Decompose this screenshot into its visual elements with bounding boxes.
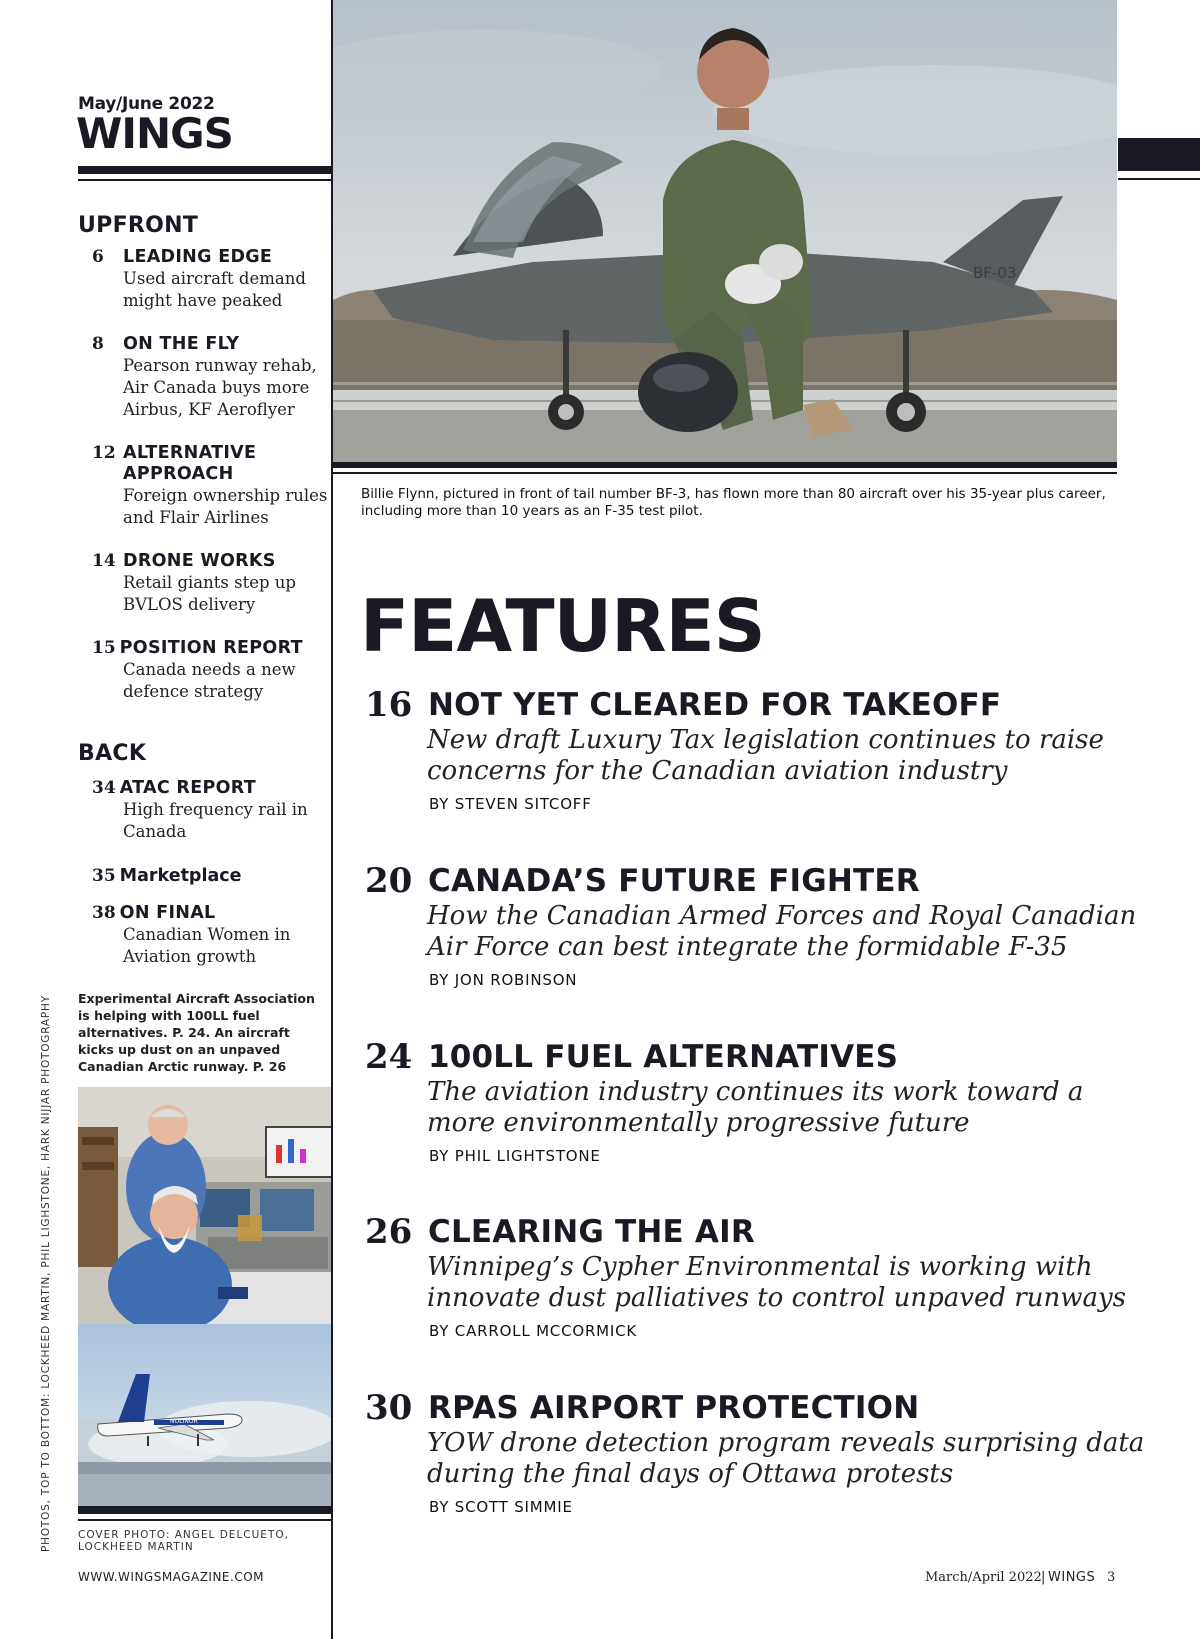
feature-byline: BY PHIL LIGHTSTONE <box>429 1147 601 1165</box>
aircraft-tail-number: BF-03 <box>973 264 1017 282</box>
fuel-lab-photo <box>78 1087 332 1324</box>
sidebar-rule-thin <box>78 1519 332 1521</box>
features-heading: FEATURES <box>360 584 765 668</box>
cover-credit-line: COVER PHOTO: ANGEL DELCUETO, <box>78 1529 289 1541</box>
page-number: 3 <box>1107 1570 1116 1585</box>
photo-credit: PHOTOS, TOP TO BOTTOM: LOCKHEED MARTIN, PHIL LIGHSTONE, HARK NIJJAR PHOTOGRAPHY <box>40 995 52 1552</box>
feature-byline: BY SCOTT SIMMIE <box>429 1498 573 1516</box>
hero-rule-thin <box>333 472 1117 474</box>
footer-magazine-name: WINGS <box>1048 1570 1096 1585</box>
toc-title: DRONE WORKS <box>123 551 276 571</box>
svg-text:NOLINOR: NOLINOR <box>170 1418 198 1425</box>
toc-page-number: 35 <box>92 866 116 886</box>
feature-byline: BY CARROLL MCCORMICK <box>429 1322 638 1340</box>
issue-date: May/June 2022 <box>78 94 215 114</box>
website-url[interactable]: WWW.WINGSMAGAZINE.COM <box>78 1570 264 1584</box>
toc-page-number: 14 <box>92 551 116 571</box>
toc-item[interactable] <box>92 551 332 616</box>
toc-description: Retail giants step up BVLOS delivery <box>123 573 296 614</box>
toc-description: Canadian Women in Aviation growth <box>123 925 291 966</box>
toc-title: LEADING EDGE <box>123 247 273 267</box>
toc-page-number: 12 <box>92 443 116 463</box>
section-heading-upfront: UPFRONT <box>78 213 199 238</box>
toc-page-number: 15 <box>92 638 116 658</box>
toc-item[interactable] <box>92 638 332 703</box>
feature-page-number: 26 <box>365 1212 413 1252</box>
toc-item[interactable] <box>92 247 332 312</box>
feature-page-number: 20 <box>365 861 413 901</box>
feature-title: CLEARING THE AIR <box>428 1214 755 1250</box>
sidebar-rule-thick <box>78 1506 332 1514</box>
footer-separator: | <box>1041 1570 1046 1585</box>
toc-title: ON FINAL <box>119 903 216 923</box>
toc-item[interactable] <box>92 866 332 887</box>
toc-page-number: 6 <box>92 247 104 267</box>
feature-page-number: 30 <box>365 1388 413 1428</box>
cover-photo-credit <box>78 1529 289 1553</box>
feature-title: RPAS AIRPORT PROTECTION <box>428 1390 920 1426</box>
section-heading-back: BACK <box>78 741 147 766</box>
magazine-logo: WINGS <box>76 109 233 158</box>
toc-description: Pearson runway rehab, Air Canada buys more Airbus, KF Aeroflyer <box>123 356 317 419</box>
toc-item[interactable] <box>92 334 332 421</box>
toc-title: ON THE FLY <box>123 334 240 354</box>
toc-description: Foreign ownership rules and Flair Airlines <box>123 486 328 527</box>
toc-title: POSITION REPORT <box>119 638 303 658</box>
masthead-rule-thick <box>78 166 332 174</box>
feature-description: The aviation industry continues its work toward a more environmentally progressive future <box>427 1077 1084 1138</box>
cover-credit-line: LOCKHEED MARTIN <box>78 1541 194 1553</box>
feature-page-number: 16 <box>365 685 413 725</box>
toc-page-number: 8 <box>92 334 104 354</box>
toc-description: Used aircraft demand might have peaked <box>123 269 306 310</box>
toc-page-number: 38 <box>92 903 116 923</box>
page-tab-rule <box>1118 178 1200 180</box>
toc-description: High frequency rail in Canada <box>123 800 308 841</box>
feature-byline: BY STEVEN SITCOFF <box>429 795 592 813</box>
feature-description: YOW drone detection program reveals surprising data during the final days of Ottawa protests <box>427 1428 1145 1489</box>
feature-title: 100LL FUEL ALTERNATIVES <box>428 1039 899 1075</box>
feature-description: Winnipeg’s Cypher Environmental is working with innovate dust palliatives to control unpaved runways <box>427 1252 1126 1313</box>
arctic-runway-photo <box>78 1324 332 1506</box>
toc-item[interactable] <box>92 778 332 843</box>
feature-description: New draft Luxury Tax legislation continues to raise concerns for the Canadian aviation industry <box>427 725 1104 786</box>
feature-title: CANADA’S FUTURE FIGHTER <box>428 863 920 899</box>
toc-title: ATAC REPORT <box>119 778 256 798</box>
feature-description: How the Canadian Armed Forces and Royal Canadian Air Force can best integrate the formidable F-35 <box>427 901 1137 962</box>
footer-issue-date: March/April 2022 <box>925 1570 1042 1585</box>
toc-item[interactable] <box>92 903 332 968</box>
toc-page-number: 34 <box>92 778 116 798</box>
page-tab-marker <box>1118 138 1200 171</box>
feature-byline: BY JON ROBINSON <box>429 971 578 989</box>
feature-page-number: 24 <box>365 1037 413 1077</box>
sidebar-photo-caption: Experimental Aircraft Association is helping with 100LL fuel alternatives. P. 24. An aircraft kicks up dust on an unpaved Canadian Arctic runway. P. 26 <box>78 991 315 1074</box>
hero-rule-thick <box>333 462 1117 468</box>
toc-description: Canada needs a new defence strategy <box>123 660 296 701</box>
toc-title: ALTERNATIVE APPROACH <box>123 443 257 484</box>
masthead-rule-thin <box>78 179 332 181</box>
hero-photo <box>333 0 1117 462</box>
toc-item[interactable] <box>92 443 332 529</box>
toc-title: Marketplace <box>119 866 242 886</box>
hero-photo-caption: Billie Flynn, pictured in front of tail number BF-3, has flown more than 80 aircraft over his 35-year plus career, including more than 10 years as an F-35 test pilot. <box>361 486 1106 519</box>
feature-title: NOT YET CLEARED FOR TAKEOFF <box>428 687 1002 723</box>
